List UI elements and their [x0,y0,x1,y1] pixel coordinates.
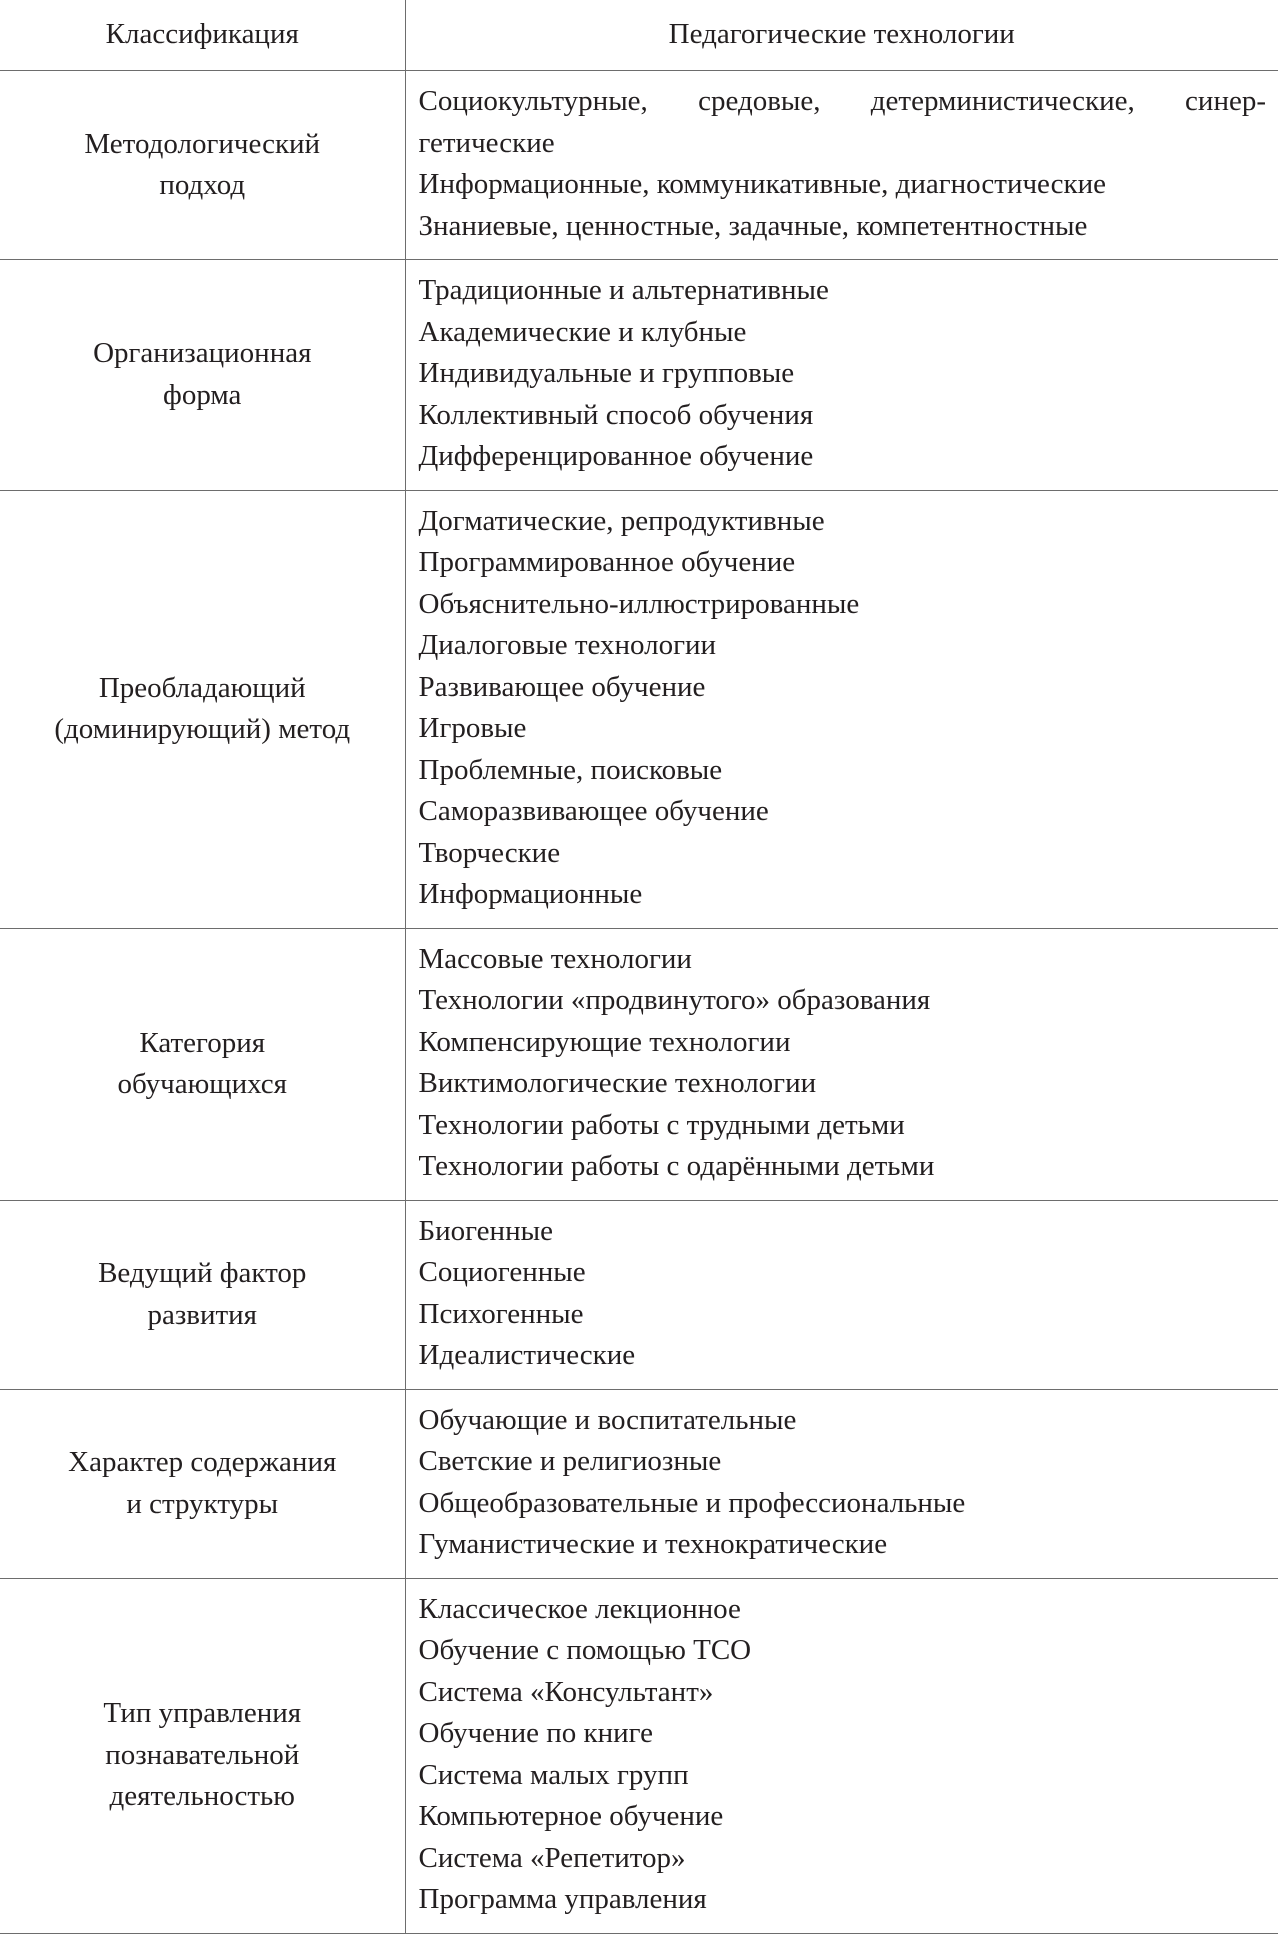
technology-item: Массовые технологии [418,942,692,975]
table-body [0,71,1278,1934]
table-row [0,490,1278,928]
classification-label-line: Организационная [93,337,312,370]
technology-item: Идеалистические [418,1339,636,1371]
classification-cell [0,260,405,491]
classification-label-line: обучающихся [117,1068,287,1100]
classification-label-line: познавательной [105,1738,300,1771]
classification-label-line: Преобладающий [98,671,306,704]
table-row [0,1578,1278,1933]
technology-item: Индивидуальные и групповые [418,357,795,389]
classification-label-line: форма [163,378,242,411]
header-row [0,0,1278,71]
technology-item: Проблемные, поисковые [418,753,723,786]
technology-item: Социокультурные, средовые, детерминистические, синер- гетические [418,85,1266,159]
technology-item: Развивающее обучение [418,670,706,703]
technologies-cell [405,260,1278,491]
classification-cell [0,1578,405,1933]
classification-cell [0,928,405,1200]
table-row [0,1200,1278,1389]
technology-item: Компьютерное обучение [418,1800,724,1832]
technologies-cell [405,1578,1278,1933]
technologies-cell [405,1389,1278,1578]
classification-label-line: Методологический [84,127,321,160]
classification-label-line: (доминирующий) метод [54,713,351,745]
technology-item: Объяснительно-иллюстрированные [418,587,860,620]
technology-item: Информационные, коммуникативные, диагностические [418,168,1106,200]
classification-label-line: подход [159,169,246,201]
technology-item: Диалоговые технологии [418,629,717,661]
classification-label-line: Категория [139,1026,266,1059]
classification-cell [0,490,405,928]
header-classification: Классификация [0,0,405,71]
technology-item: Обучение по книге [418,1717,653,1749]
technologies-cell [405,928,1278,1200]
technology-item: Знаниевые, ценностные, задачные, компетентностные [418,209,1088,242]
technologies-cell [405,71,1278,260]
technology-item: Технологии работы с одарёнными детьми [418,1150,935,1182]
table-row [0,928,1278,1200]
technology-item: Технологии «продвинутого» образования [418,984,931,1016]
table-row [0,260,1278,491]
header-technologies: Педагогические технологии [405,0,1278,71]
technology-item: Творческие [418,836,561,869]
technology-item: Система малых групп [418,1758,689,1791]
technology-item: Коллективный способ обучения [418,398,814,431]
classification-label-line: Ведущий фактор [98,1257,307,1289]
technology-item: Общеобразовательные и профессиональные [418,1486,966,1519]
technology-item: Информационные [418,878,643,910]
classification-cell [0,1389,405,1578]
technology-item: Традиционные и альтернативные [418,274,829,306]
classification-cell [0,71,405,260]
technology-item: Игровые [418,712,527,744]
technology-item: Обучение с помощью ТСО [418,1634,752,1666]
technology-item: Система «Консультант» [418,1675,714,1708]
technology-item: Догматические, репродуктивные [418,504,825,537]
classification-label-line: Тип управления [103,1697,302,1730]
technology-item: Светские и религиозные [418,1445,722,1477]
technology-item: Компенсирующие технологии [418,1025,791,1058]
technology-item: Социогенные [418,1256,586,1288]
technology-item: Психогенные [418,1297,584,1330]
technology-item: Саморазвивающее обучение [418,795,769,827]
technology-item: Дифференцированное обучение [418,440,814,472]
technology-item: Технологии работы с трудными детьми [418,1108,905,1141]
classification-label-line: и структуры [126,1487,279,1520]
classification-label-line: Характер содержания [68,1446,337,1478]
classification-label-line: развития [147,1298,258,1331]
technology-item: Гуманистические и технократические [418,1528,888,1560]
technology-item: Программированное обучение [418,546,796,578]
technology-item: Программа управления [418,1883,707,1915]
technology-item: Система «Репетитор» [418,1841,686,1874]
table-row [0,1389,1278,1578]
technology-item: Академические и клубные [418,315,747,348]
classification-label-line: деятельностью [109,1780,295,1813]
technology-item: Обучающие и воспитательные [418,1403,797,1436]
technologies-cell [405,490,1278,928]
technology-item: Классическое лекционное [418,1592,741,1625]
table-row [0,71,1278,260]
classification-cell [0,1200,405,1389]
technology-item: Биогенные [418,1214,553,1247]
technology-item: Виктимологические технологии [418,1067,817,1099]
technologies-cell [405,1200,1278,1389]
